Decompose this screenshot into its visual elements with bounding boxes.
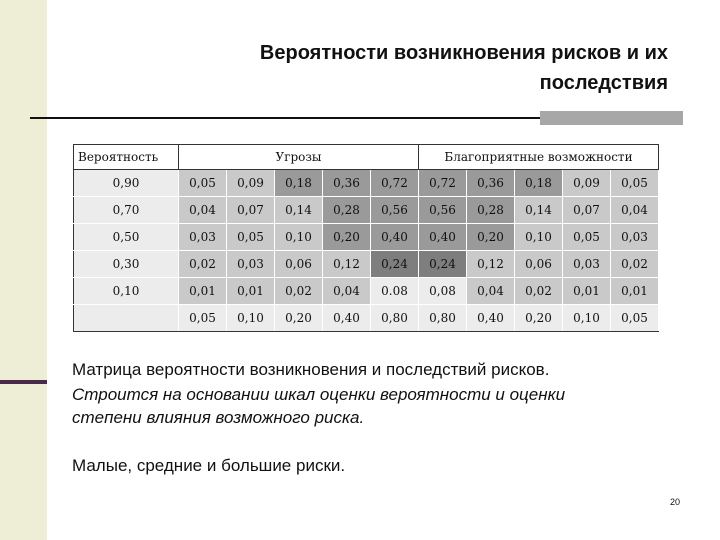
matrix-cell: 0,06 bbox=[275, 251, 323, 278]
matrix-cell: 0,20 bbox=[467, 224, 515, 251]
matrix-cell: 0,04 bbox=[323, 278, 371, 305]
matrix-cell: 0,14 bbox=[515, 197, 563, 224]
probability-cell: 0,30 bbox=[74, 251, 179, 278]
slide-title-line-2: последствия bbox=[539, 72, 668, 94]
impact-cell: 0,80 bbox=[371, 305, 419, 332]
matrix-cell: 0,04 bbox=[179, 197, 227, 224]
matrix-cell: 0,05 bbox=[563, 224, 611, 251]
matrix-cell: 0,05 bbox=[179, 170, 227, 197]
matrix-cell: 0,01 bbox=[227, 278, 275, 305]
matrix-cell: 0,24 bbox=[371, 251, 419, 278]
sidebar-accent-bar bbox=[0, 380, 47, 384]
matrix-cell: 0,04 bbox=[467, 278, 515, 305]
matrix-cell: 0,40 bbox=[419, 224, 467, 251]
matrix-cell: 0,02 bbox=[275, 278, 323, 305]
matrix-cell: 0,10 bbox=[515, 224, 563, 251]
matrix-cell: 0,36 bbox=[467, 170, 515, 197]
header-opportunities: Благоприятные возможности bbox=[419, 145, 659, 170]
matrix-cell: 0,07 bbox=[563, 197, 611, 224]
matrix-cell: 0,09 bbox=[563, 170, 611, 197]
impact-cell: 0,05 bbox=[611, 305, 659, 332]
table-row bbox=[74, 170, 659, 197]
impact-cell: 0,40 bbox=[467, 305, 515, 332]
table-header-row bbox=[74, 145, 659, 170]
matrix-cell: 0,24 bbox=[419, 251, 467, 278]
matrix-cell: 0,03 bbox=[179, 224, 227, 251]
header-threats: Угрозы bbox=[179, 145, 419, 170]
impact-cell: 0,10 bbox=[563, 305, 611, 332]
matrix-cell: 0,03 bbox=[611, 224, 659, 251]
matrix-cell: 0,20 bbox=[323, 224, 371, 251]
matrix-cell: 0,01 bbox=[563, 278, 611, 305]
probability-cell: 0,10 bbox=[74, 278, 179, 305]
matrix-cell: 0,02 bbox=[179, 251, 227, 278]
matrix-cell: 0,01 bbox=[179, 278, 227, 305]
matrix-cell: 0.08 bbox=[371, 278, 419, 305]
matrix-cell: 0,06 bbox=[515, 251, 563, 278]
impact-cell: 0,10 bbox=[227, 305, 275, 332]
matrix-cell: 0,05 bbox=[227, 224, 275, 251]
probability-cell: 0,70 bbox=[74, 197, 179, 224]
matrix-cell: 0,40 bbox=[371, 224, 419, 251]
matrix-cell: 0,56 bbox=[419, 197, 467, 224]
matrix-cell: 0,56 bbox=[371, 197, 419, 224]
matrix-cell: 0,07 bbox=[227, 197, 275, 224]
matrix-cell: 0,18 bbox=[275, 170, 323, 197]
slide-title-line-1: Вероятности возникновения рисков и их bbox=[259, 42, 668, 64]
matrix-cell: 0,12 bbox=[323, 251, 371, 278]
matrix-cell: 0,36 bbox=[323, 170, 371, 197]
matrix-cell: 0,10 bbox=[275, 224, 323, 251]
matrix-cell: 0,05 bbox=[611, 170, 659, 197]
matrix-cell: 0,72 bbox=[419, 170, 467, 197]
impact-cell: 0,80 bbox=[419, 305, 467, 332]
table-row bbox=[74, 251, 659, 278]
matrix-cell: 0,02 bbox=[515, 278, 563, 305]
matrix-cell: 0,01 bbox=[611, 278, 659, 305]
matrix-cell: 0,28 bbox=[467, 197, 515, 224]
matrix-cell: 0,04 bbox=[611, 197, 659, 224]
table-row bbox=[74, 278, 659, 305]
risk-matrix-table bbox=[73, 144, 659, 332]
probability-cell: 0,90 bbox=[74, 170, 179, 197]
matrix-cell: 0,03 bbox=[227, 251, 275, 278]
impact-cell: 0,20 bbox=[515, 305, 563, 332]
page-number: 20 bbox=[669, 497, 680, 507]
probability-cell: 0,50 bbox=[74, 224, 179, 251]
impact-cell: 0,20 bbox=[275, 305, 323, 332]
body-text-matrix: Матрица вероятности возникновения и последствий рисков. bbox=[72, 360, 550, 379]
matrix-cell: 0,12 bbox=[467, 251, 515, 278]
slide-title bbox=[120, 38, 668, 98]
matrix-cell: 0,08 bbox=[419, 278, 467, 305]
impact-cell: 0,40 bbox=[323, 305, 371, 332]
table-row bbox=[74, 224, 659, 251]
matrix-cell: 0,02 bbox=[611, 251, 659, 278]
matrix-cell: 0,14 bbox=[275, 197, 323, 224]
matrix-cell: 0,28 bbox=[323, 197, 371, 224]
left-sidebar-band bbox=[0, 0, 47, 540]
title-divider-block bbox=[540, 111, 683, 125]
title-divider bbox=[30, 117, 540, 119]
matrix-cell: 0,09 bbox=[227, 170, 275, 197]
impact-row-blank-cell bbox=[74, 305, 179, 332]
impact-cell: 0,05 bbox=[179, 305, 227, 332]
matrix-cell: 0,72 bbox=[371, 170, 419, 197]
header-probability: Вероятность bbox=[74, 145, 179, 170]
matrix-cell: 0,03 bbox=[563, 251, 611, 278]
body-text-risk-levels: Малые, средние и большие риски. bbox=[72, 456, 346, 475]
table-row bbox=[74, 197, 659, 224]
body-text-basis: Строится на основании шкал оценки вероятности и оценки степени влияния возможного риска. bbox=[72, 385, 566, 427]
matrix-cell: 0,18 bbox=[515, 170, 563, 197]
impact-row bbox=[74, 305, 659, 332]
